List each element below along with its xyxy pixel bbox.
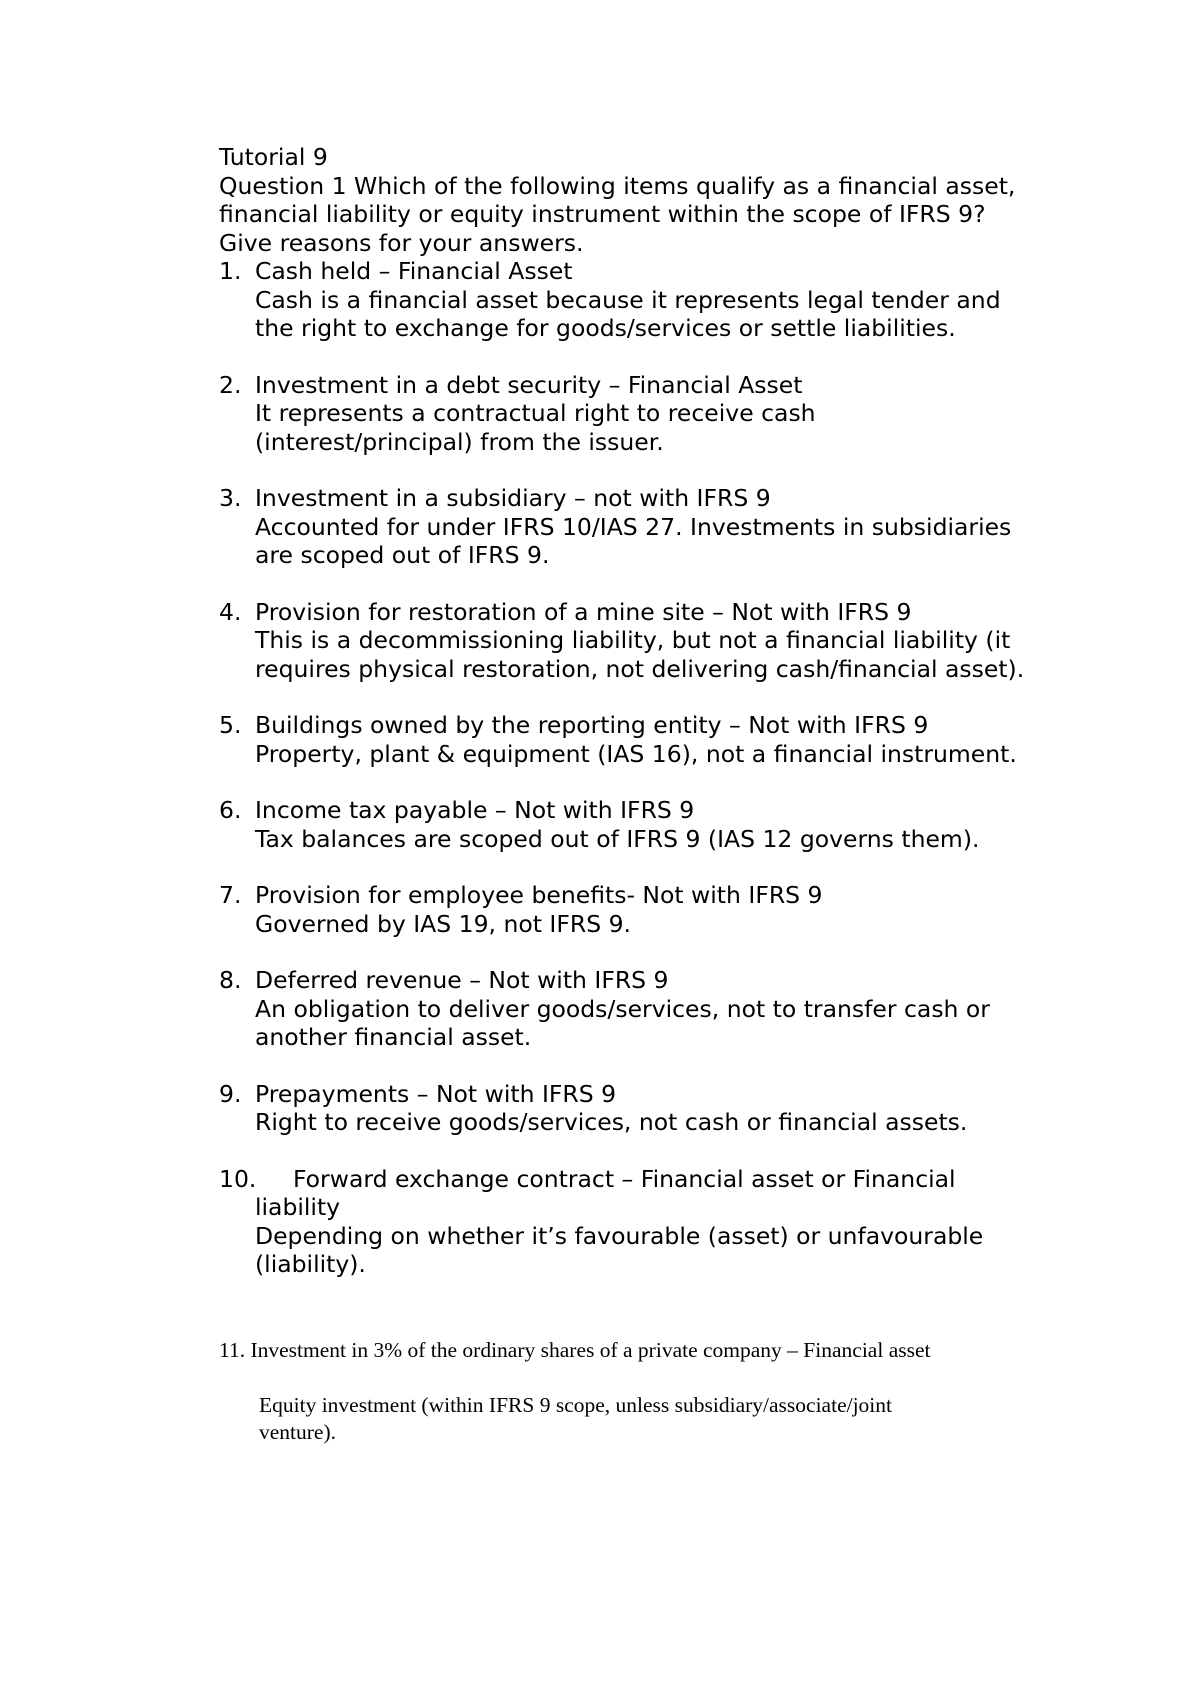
question-line-1: Question 1 Which of the following items qualify as a financial asset, (219, 171, 1016, 200)
list-item-10 (219, 1165, 1099, 1279)
list-number: 3. (219, 484, 242, 512)
item-body-line: requires physical restoration, not delivering cash/financial asset). (255, 654, 1025, 683)
list-item-4 (219, 598, 1099, 684)
item-body-line: Accounted for under IFRS 10/IAS 27. Investments in subsidiaries (255, 512, 1012, 541)
item-heading: Provision for restoration of a mine site – Not with IFRS 9 (255, 597, 912, 626)
item-heading: 11. Investment in 3% of the ordinary shares of a private company – Financial asset (219, 1338, 931, 1362)
list-number: 2. (219, 370, 242, 399)
list-item-11 (219, 1337, 1119, 1446)
list-item-5 (219, 711, 1099, 768)
list-item-6 (219, 796, 1099, 853)
list-number: 9. (219, 1079, 242, 1108)
list-item-7 (219, 881, 1099, 938)
item-heading: Investment in a debt security – Financial Asset (255, 370, 803, 399)
item-heading-continuation: liability (255, 1193, 341, 1221)
item-heading: Income tax payable – Not with IFRS 9 (255, 796, 695, 824)
list-number: 10. (219, 1164, 257, 1193)
item-body (219, 1392, 1015, 1446)
question-line-3: Give reasons for your answers. (219, 228, 584, 257)
item-body-line: It represents a contractual right to receive cash (255, 399, 816, 427)
item-body-line: another financial asset. (255, 1023, 532, 1051)
item-body-line: Tax balances are scoped out of IFRS 9 (IAS 12 governs them). (255, 824, 980, 853)
item-body-line: Right to receive goods/services, not cash or financial assets. (255, 1108, 968, 1136)
item-heading: Cash held – Financial Asset (255, 257, 573, 285)
item-body-line: An obligation to deliver goods/services, not to transfer cash or (255, 994, 990, 1023)
item-body-line: (liability). (255, 1250, 366, 1278)
item-heading: Provision for employee benefits- Not with IFRS 9 (255, 881, 823, 909)
list-number: 1. (219, 257, 242, 285)
item-body-line: are scoped out of IFRS 9. (255, 541, 550, 569)
item-heading: Buildings owned by the reporting entity – Not with IFRS 9 (255, 711, 929, 739)
item-body-line: Governed by IAS 19, not IFRS 9. (255, 909, 632, 938)
item-body-line: Property, plant & equipment (IAS 16), not a financial instrument. (255, 739, 1017, 768)
item-heading: Prepayments – Not with IFRS 9 (255, 1079, 617, 1108)
item-heading (219, 1164, 1099, 1194)
item-body-line: This is a decommissioning liability, but not a financial liability (it (255, 626, 1011, 654)
document-title: Tutorial 9 (219, 143, 328, 171)
list-number: 8. (219, 966, 242, 994)
list-number: 7. (219, 881, 242, 909)
item-heading: Investment in a subsidiary – not with IFRS 9 (255, 484, 771, 512)
list-item-3 (219, 484, 1099, 570)
item-body-line: Depending on whether it’s favourable (asset) or unfavourable (255, 1221, 984, 1250)
list-number: 6. (219, 796, 242, 824)
item-body-line: (interest/principal) from the issuer. (255, 427, 664, 456)
list-item-8 (219, 966, 1099, 1052)
item-heading: Deferred revenue – Not with IFRS 9 (255, 966, 669, 994)
list-number: 4. (219, 597, 242, 626)
document-content (219, 143, 1099, 1307)
list-item-9 (219, 1080, 1099, 1137)
list-item-2 (219, 371, 1099, 457)
item-body-line: Cash is a financial asset because it represents legal tender and (255, 285, 1001, 314)
list-item-1 (219, 257, 1099, 343)
item-heading-text: Forward exchange contract – Financial asset or Financial (293, 1164, 956, 1193)
item-body-line: the right to exchange for goods/services or settle liabilities. (255, 314, 956, 342)
item-body-line: Equity investment (within IFRS 9 scope, unless subsidiary/associate/joint (259, 1393, 893, 1417)
item-body-line: venture). (259, 1420, 337, 1444)
question-line-2: financial liability or equity instrument within the scope of IFRS 9? (219, 200, 986, 228)
list-number: 5. (219, 711, 242, 739)
